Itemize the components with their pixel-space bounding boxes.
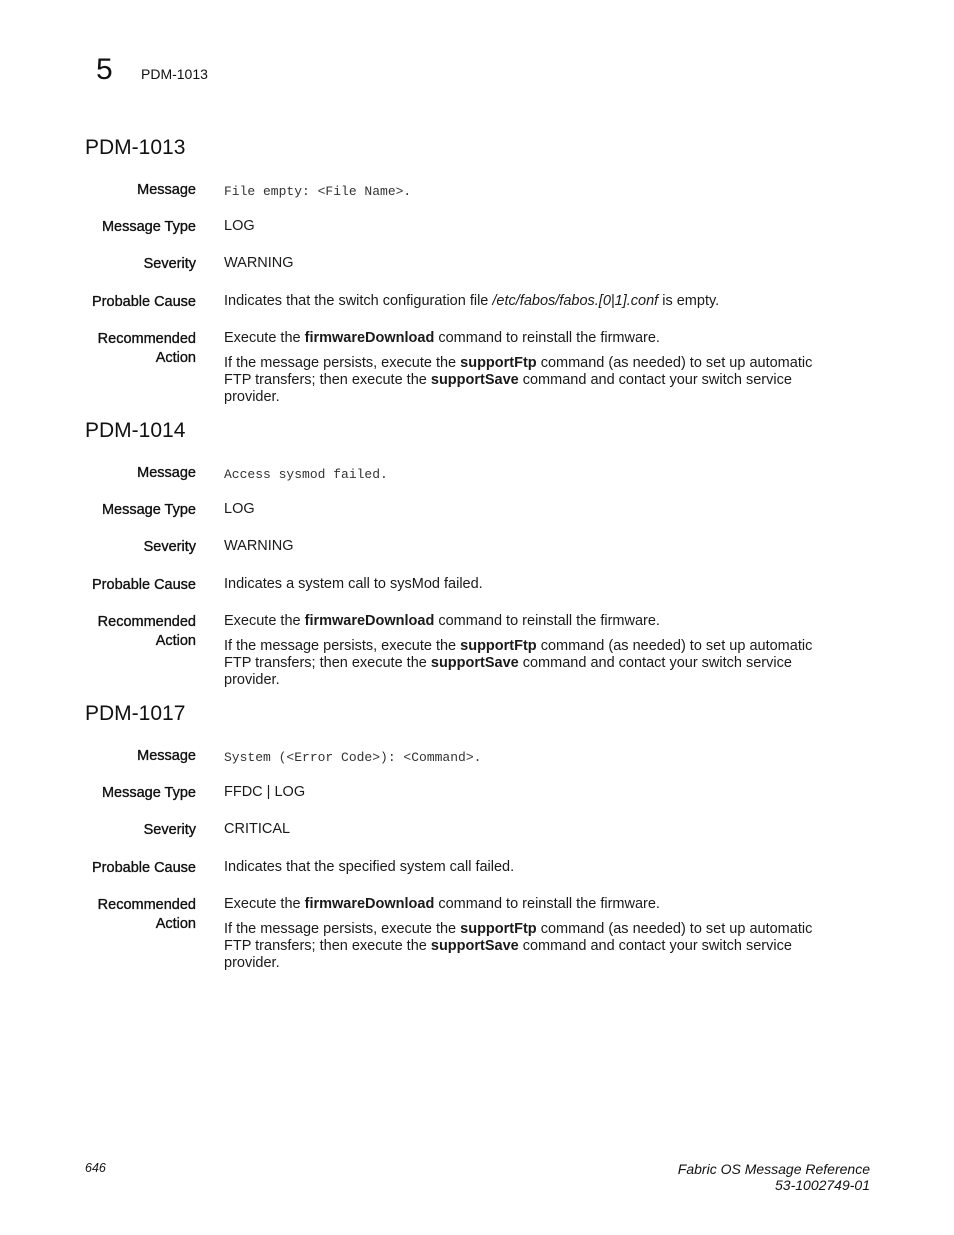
recommended-action-label [36, 896, 196, 934]
running-header: PDM-1013 [141, 66, 208, 82]
message-type-label: Message Type [101, 219, 196, 235]
severity-value: WARNING [224, 255, 294, 271]
severity-value: CRITICAL [224, 821, 291, 837]
action-paragraph [224, 638, 834, 689]
chapter-number: 5 [96, 53, 113, 86]
label-line-1: Recommended [97, 897, 196, 913]
action-pre: If the message persists, execute the [224, 355, 461, 371]
support-ftp-command: supportFtp [460, 921, 537, 937]
message-label: Message [137, 748, 196, 764]
label-line-1: Recommended [97, 614, 196, 630]
section-title: PDM-1013 [85, 136, 186, 159]
label-line-1: Recommended [97, 331, 196, 347]
document-number: 53-1002749-01 [775, 1177, 870, 1193]
support-ftp-command: supportFtp [460, 638, 537, 654]
action-paragraph [224, 896, 834, 913]
recommended-action-text [224, 330, 834, 406]
action-post: command to reinstall the firmware. [434, 896, 660, 912]
action-pre: Execute the [224, 613, 305, 629]
action-pre: Execute the [224, 896, 305, 912]
severity-label: Severity [143, 822, 196, 838]
label-line-2: Action [155, 633, 196, 649]
action-paragraph [224, 330, 834, 347]
action-post: command to reinstall the firmware. [434, 330, 660, 346]
recommended-action-label [36, 613, 196, 651]
support-save-command: supportSave [430, 655, 519, 671]
action-mid: command (as needed) to set up automatic FTP transfers; then execute the [224, 355, 813, 388]
severity-label: Severity [143, 256, 196, 272]
severity-label: Severity [143, 539, 196, 555]
firmware-download-command: firmwareDownload [304, 330, 435, 346]
message-text: Access sysmod failed. [224, 467, 388, 482]
support-save-command: supportSave [430, 938, 519, 954]
label-line-2: Action [155, 916, 196, 932]
severity-value: WARNING [224, 538, 294, 554]
action-paragraph [224, 355, 834, 406]
section-title: PDM-1017 [85, 702, 186, 725]
recommended-action-text [224, 613, 834, 689]
probable-cause-text: Indicates a system call to sysMod failed. [224, 576, 483, 592]
message-text: File empty: <File Name>. [224, 184, 412, 199]
probable-cause-label: Probable Cause [92, 860, 196, 876]
message-type-value: LOG [224, 501, 255, 517]
action-pre: Execute the [224, 330, 305, 346]
label-line-2: Action [155, 350, 196, 366]
message-text: System (<Error Code>): <Command>. [224, 750, 482, 765]
action-post: command and contact your switch service provider. [224, 655, 792, 688]
action-mid: command (as needed) to set up automatic FTP transfers; then execute the [224, 921, 813, 954]
action-paragraph [224, 921, 834, 972]
firmware-download-command: firmwareDownload [304, 896, 435, 912]
config-file-path: /etc/fabos/fabos.[0|1].conf [492, 293, 659, 309]
document-title: Fabric OS Message Reference [677, 1161, 870, 1177]
message-type-value: LOG [224, 218, 255, 234]
firmware-download-command: firmwareDownload [304, 613, 435, 629]
document-footer [678, 1161, 870, 1193]
cause-suffix: is empty. [658, 293, 720, 309]
support-ftp-command: supportFtp [460, 355, 537, 371]
support-save-command: supportSave [430, 372, 519, 388]
recommended-action-label [36, 330, 196, 368]
recommended-action-text [224, 896, 834, 972]
message-label: Message [137, 465, 196, 481]
message-type-label: Message Type [101, 502, 196, 518]
page-number: 646 [85, 1161, 106, 1175]
probable-cause-text: Indicates that the specified system call failed. [224, 859, 515, 875]
probable-cause-label: Probable Cause [92, 577, 196, 593]
action-pre: If the message persists, execute the [224, 921, 461, 937]
action-paragraph [224, 613, 834, 630]
message-type-value: FFDC | LOG [224, 784, 306, 800]
probable-cause-text [224, 293, 834, 310]
message-type-label: Message Type [101, 785, 196, 801]
action-mid: command (as needed) to set up automatic FTP transfers; then execute the [224, 638, 813, 671]
action-post: command to reinstall the firmware. [434, 613, 660, 629]
message-label: Message [137, 182, 196, 198]
action-post: command and contact your switch service provider. [224, 938, 792, 971]
probable-cause-label: Probable Cause [92, 294, 196, 310]
action-post: command and contact your switch service provider. [224, 372, 792, 405]
cause-prefix: Indicates that the switch configuration file [224, 293, 493, 309]
section-title: PDM-1014 [85, 419, 186, 442]
action-pre: If the message persists, execute the [224, 638, 461, 654]
